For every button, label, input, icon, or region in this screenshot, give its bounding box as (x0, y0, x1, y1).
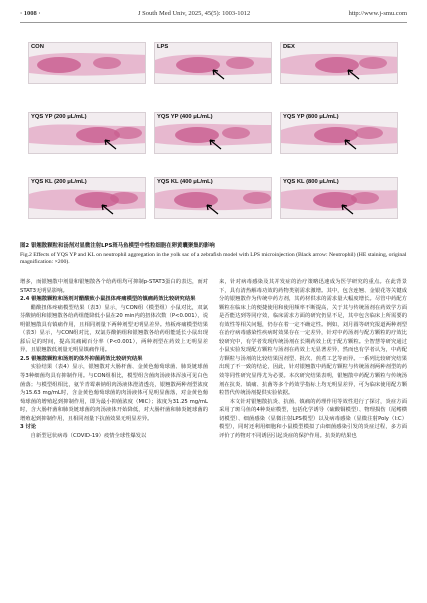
organ-region (114, 127, 142, 139)
paragraph: 自新型冠状病毒（COVID-19）疫情全球性爆发以 (30, 432, 147, 439)
section-heading: 2.5 银翘散颗粒和汤剂的体外抑菌药效比较研究结果 (20, 355, 143, 362)
histology-panel (280, 112, 398, 154)
journal-url[interactable]: http://www.j-smu.com (348, 10, 407, 17)
panel-label: YQS KL (400 μL/mL) (157, 179, 213, 185)
histology-panel (28, 42, 146, 84)
histology-panel (28, 177, 146, 219)
histology-panel (28, 112, 146, 154)
histology-panel (154, 112, 272, 154)
figure-caption-en: Fig.2 Effects of YQS YP and KL on neutrophil aggregation in the yolk sac of a zebrafish model with LPS microinjection (Black arrow: Neutrophil) (HE staining, original magnification: ×200). (20, 252, 407, 266)
figure-2 (28, 42, 399, 222)
organ-region (93, 57, 121, 69)
yolk-sac (314, 127, 358, 143)
paragraph: 来，针对病毒感染及其并发症的治疗策略迅速成为医学研究的重点。在此背景下，具有清热解毒功效的药物类别需求激增。其中，包含连翘、金银花等关键成分的银翘散作为传统中药方剂，其药材供求的需求量大幅度增长。尽管中药配方颗粒在临床上的便捷使用和使用频率不断提高，关于其与传统汤剂在药效学方面是否能达到等同疗效，临床需求方面的研究仍显不足，其中包含临床上所需要的有效性等相关问题，仍存在着一定不确定性。例如，刘月圆等研究报道两种剂型在治疗病毒感染性疾病时效果存在一定差异，针对中药汤剂与配方颗粒的疗效比较研究中，有学者发现传统汤剂在长期药效上优于配方颗粒。全智慧等研究通过小鼠实验发现配方颗粒与汤剂在药效上无显著差异，然而也有学者认为，中药配方颗粒与汤剂的比较结果因剂型、批次、煎煮工艺等而异。一系列比较研究结果出现了不一致的结论，因此，针对银翘散中药配方颗粒与传统汤剂两种剂型的药效等同性研究显得尤为必要。本次研究结果表明，银翘散中药配方颗粒与传统汤剂在抗炎、镇痛、抗菌等多个药效学指标上均无明显差异，可为临床使用配方颗粒替代传统汤剂提供实验依据。 (219, 279, 407, 397)
panel-label: YQS YP (800 μL/mL) (283, 114, 339, 121)
histology-panel (154, 42, 272, 84)
organ-region (351, 192, 379, 204)
organ-region (359, 57, 387, 69)
panel-label: CON (31, 44, 44, 50)
paragraph: 实验结果（表4）显示，银翘散对大肠杆菌、金黄色葡萄球菌、肺炎链球菌等3种细菌均具有抑制作用。与CON组相比，模型组含菌肉汤液体浑浊可见白色菌落；与模型组相比，氨苄青霉素钠组肉汤液体澄清透亮，银翘散两种剂型浓度为15.63 mg/mL时，含金黄色葡萄球菌的肉汤液体可见明显菌落，对金黄色葡萄球菌的增殖起到抑制作用，即为最小抑菌浓度（MIC）；浓度为31.25 mg/mL时，含大肠杆菌和肺炎链球菌的肉汤液体开始降低，对大肠杆菌和肺炎链球菌的增殖起到抑制作用，且相同剂量下抗菌效果无明显差异。 (20, 364, 208, 422)
organ-region (226, 57, 254, 69)
panel-label: YQS YP (400 μL/mL) (157, 114, 213, 121)
page-number: · 1008 · (20, 10, 41, 17)
panel-label: DEX (283, 44, 295, 50)
panel-label: YQS KL (800 μL/mL) (283, 179, 339, 185)
organ-region (110, 192, 138, 204)
panel-label: YQS YP (200 μL/mL) (31, 114, 87, 121)
zebrafish-tissue-image (281, 43, 398, 84)
page-header (20, 10, 407, 22)
histology-panel (280, 177, 398, 219)
right-text-column (219, 278, 407, 440)
panel-label: YQS KL (200 μL/mL) (31, 179, 87, 185)
paragraph: 增多，而银翘散中剂量和银翘散各个给药组均可抑制p-STAT3蛋白的表达，而对STAT3无明显影响。 (20, 279, 208, 294)
zebrafish-tissue-image (29, 43, 146, 84)
organ-region (355, 127, 383, 139)
paragraph: 醋酸扭体疼痛模型结果（表3）显示，与CON组（模型组）小鼠对比，双氯芬酸钠组和银翘散各给药组能降低小鼠在20 min内的扭体次数（P<0.001），说明银翘散具有镇痛作用，且相同剂量下两种剂型无明显差异。热板疼痛模型结果（表3）显示，与CON组对比，双氯芬酸钠组和银翘散各给药组能延长小鼠出现舔后足的时间，提高其痛阈百分率（P<0.001），两种剂型在药效上无明显差异，且银翘散低剂量无明显镇痛作用。 (20, 304, 208, 354)
yolk-sac (37, 57, 81, 73)
histology-panel (280, 42, 398, 84)
histology-panel (154, 177, 272, 219)
panel-label: LPS (157, 44, 169, 50)
figure-caption-cn: 图2 银翘散颗粒和汤剂对显微注射LPS斑马鱼模型中性粒细胞在卵黄囊聚集的影响 (20, 243, 215, 249)
organ-region (243, 192, 271, 204)
yolk-sac (313, 192, 357, 208)
section-heading: 3 讨论 (20, 424, 37, 431)
zebrafish-tissue-image (155, 43, 272, 84)
journal-citation: J South Med Univ, 2025, 45(5): 1003-1012 (138, 10, 251, 17)
paragraph: 本文针对银翘散抗炎、抗菌、镇痛的药理作用等效性进行了探讨，炎症方面采用了斑马鱼的4种炎症模型，包括化学诱导（硫酸铜模型）、物理损伤（尾鳍横切模型）、细菌感染（显微注射LPS模型）以及病毒感染（显微注射Poly（I:C）模型），同时还利用细胞和小鼠模型模拟了由细菌感染引发的炎症过程，多方面评价了药物对不同诱因引起炎症的保护作用。抗炎的结果也 (219, 398, 407, 439)
left-text-column (20, 278, 208, 440)
header-divider (20, 22, 407, 23)
section-heading: 2.4 银翘散颗粒和汤剂对醋酸致小鼠扭体疼痛模型的镇痛药效比较研究结果 (20, 296, 196, 303)
yolk-sac (76, 127, 120, 143)
organ-region (222, 127, 250, 139)
